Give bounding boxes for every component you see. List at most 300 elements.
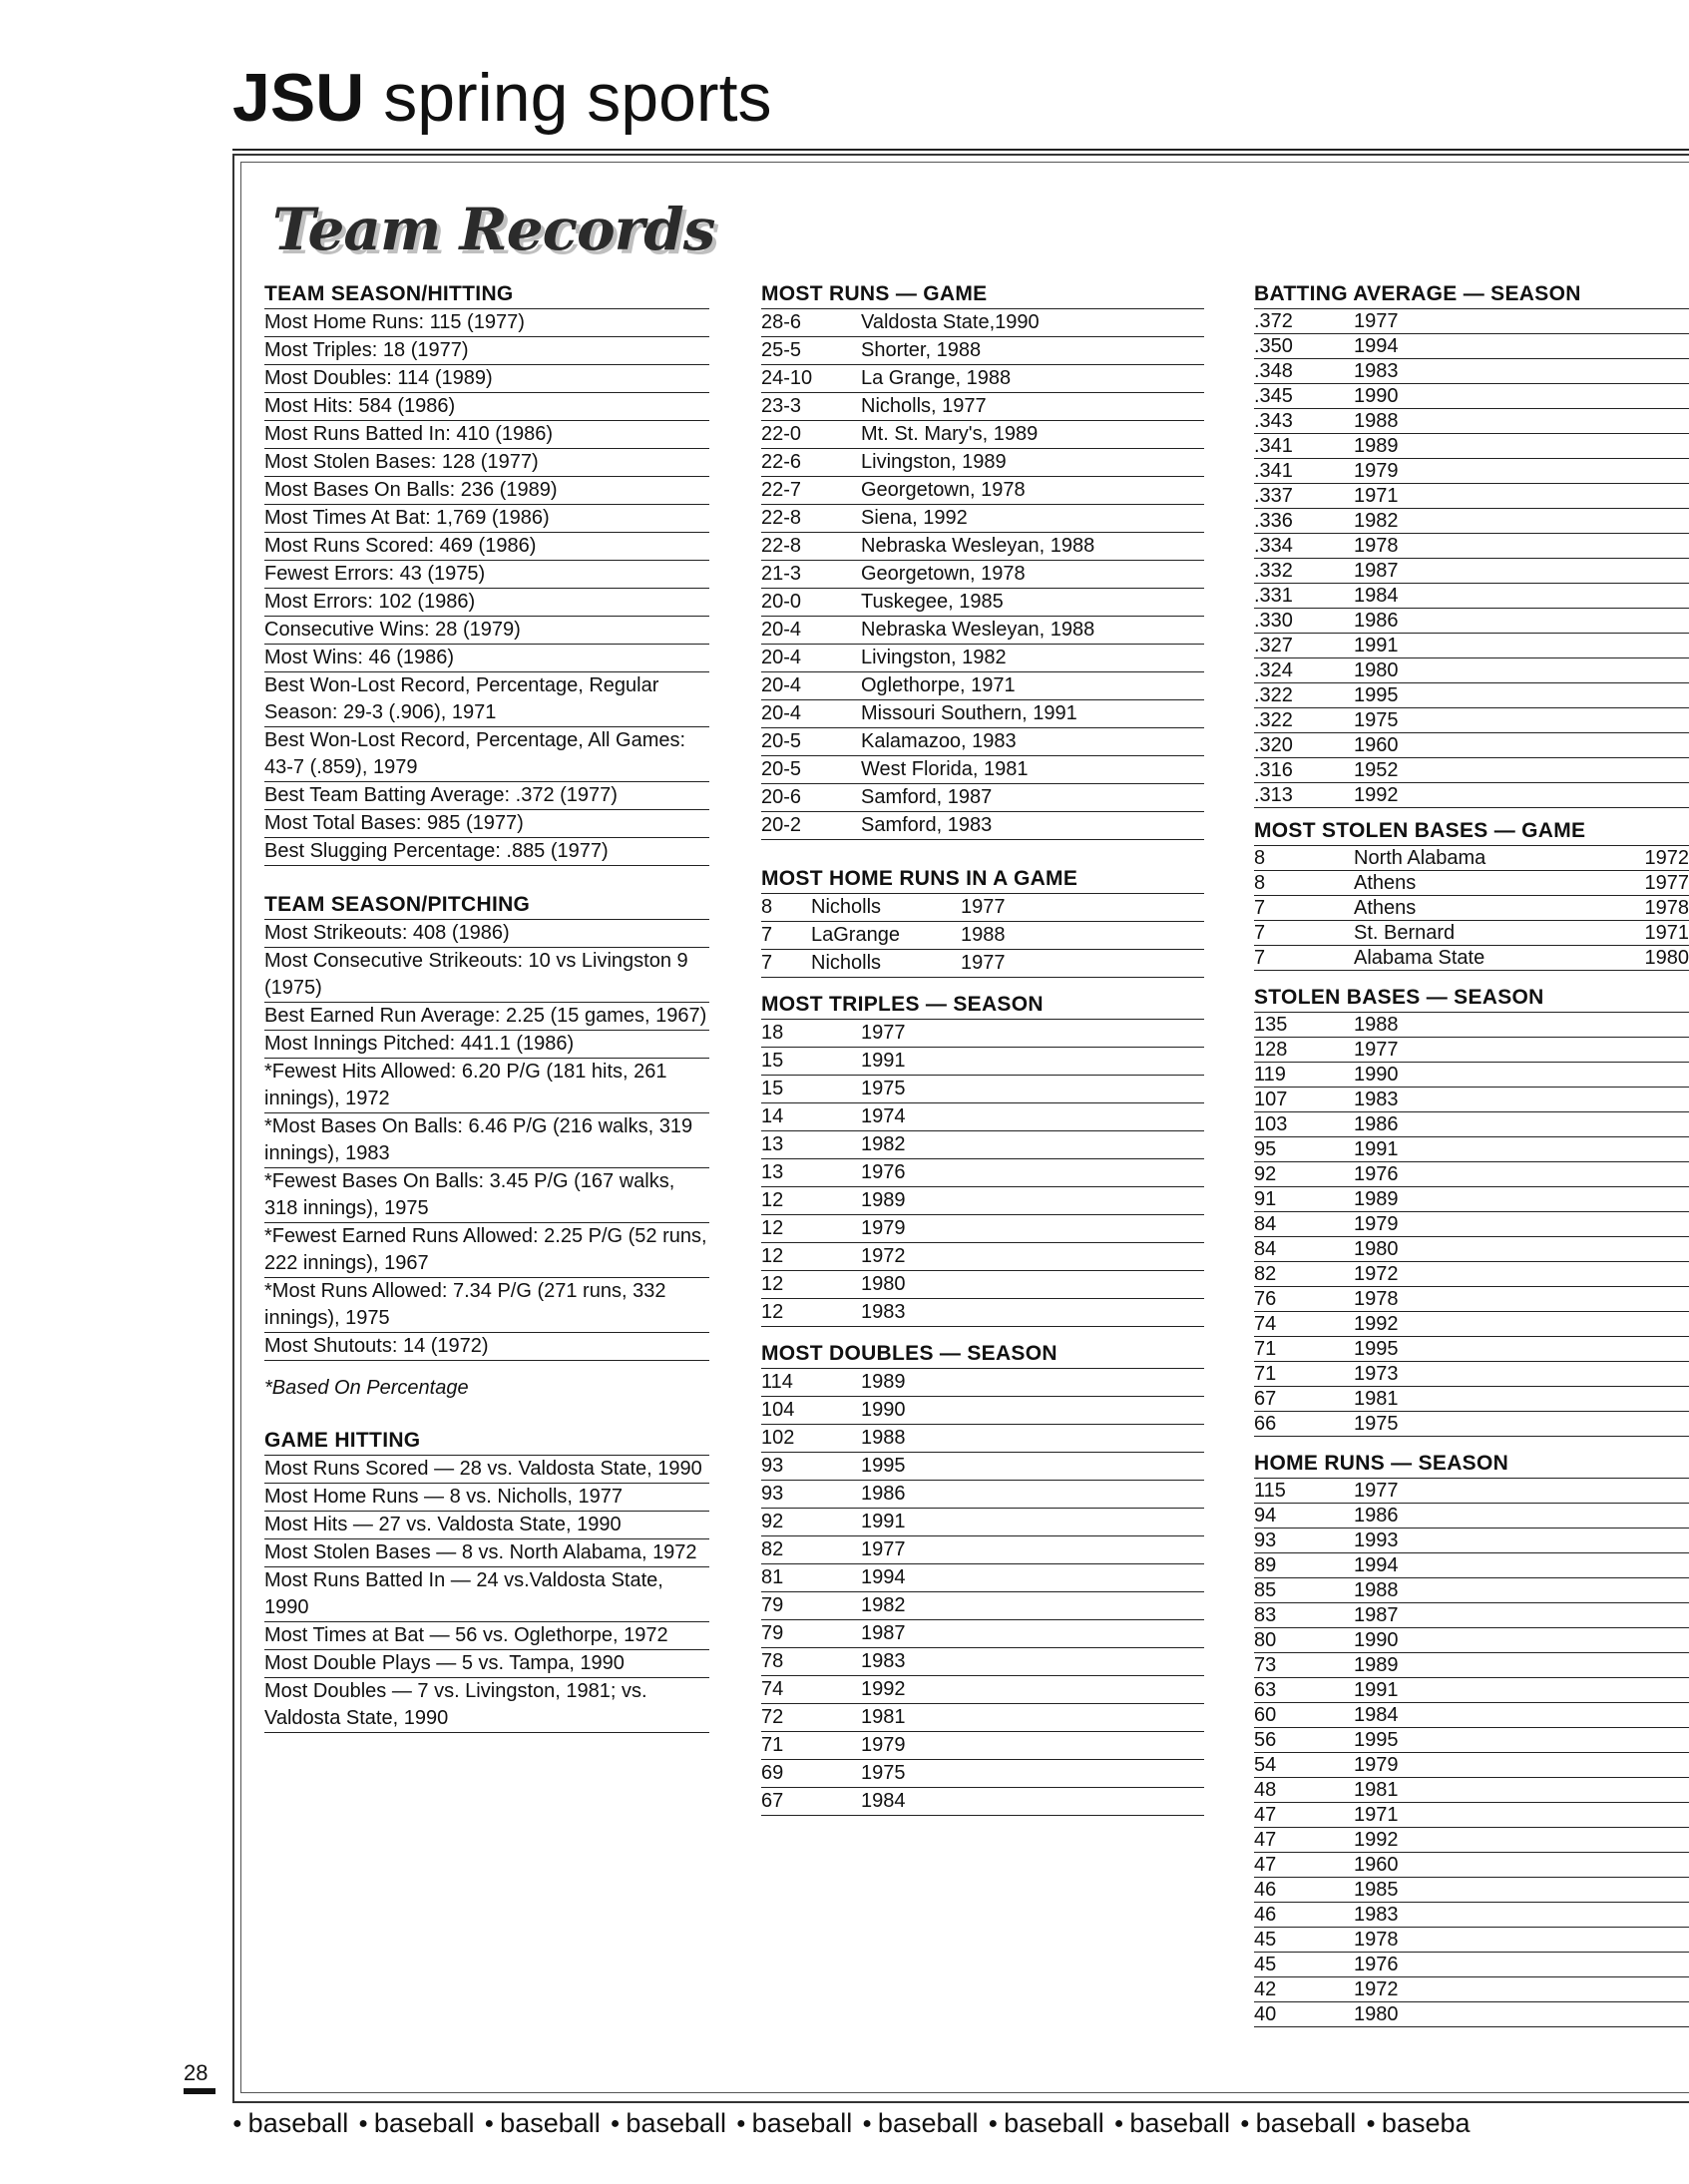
table-row	[1254, 634, 1689, 658]
table-cell: 20-5	[761, 758, 802, 780]
table-cell: 22-0	[761, 423, 802, 445]
table-cell: 1992	[1354, 1829, 1399, 1851]
bullet-icon: ●	[484, 2115, 495, 2132]
footer-item	[1114, 2108, 1230, 2138]
table-cell: 83	[1254, 1604, 1277, 1626]
table-cell: 1952	[1354, 759, 1399, 781]
table-row	[1254, 1678, 1689, 1703]
table-cell: 93	[761, 1483, 784, 1505]
table-row	[1254, 683, 1689, 708]
most-hr-game-heading: MOST HOME RUNS IN A GAME	[761, 866, 1204, 894]
table-cell: West Florida, 1981	[861, 758, 1029, 780]
header-brand: JSU	[232, 60, 365, 136]
table-cell: 1976	[1354, 1954, 1399, 1975]
table-cell: 1977	[861, 1538, 906, 1560]
footer-item	[611, 2108, 726, 2138]
table-row	[761, 1271, 1204, 1299]
table-cell: Mt. St. Mary's, 1989	[861, 423, 1039, 445]
team-pitching-list	[264, 920, 709, 1361]
table-cell: 1986	[1354, 610, 1399, 632]
table-row	[1254, 359, 1689, 384]
record-item: Most Home Runs — 8 vs. Nicholls, 1977	[264, 1484, 709, 1512]
table-cell: 1981	[1354, 1779, 1399, 1801]
footer-strip	[232, 2108, 1689, 2139]
table-row	[761, 672, 1204, 700]
table-row	[761, 1187, 1204, 1215]
table-cell: 1982	[861, 1133, 906, 1155]
table-cell: 1989	[1354, 1188, 1399, 1210]
sb-season-table	[1254, 1013, 1689, 1437]
table-cell: 73	[1254, 1654, 1277, 1676]
table-row	[1254, 1112, 1689, 1137]
table-cell: Siena, 1992	[861, 507, 968, 529]
table-cell: 1975	[1354, 709, 1399, 731]
record-item: Most Hits: 584 (1986)	[264, 393, 709, 421]
table-cell: 20-4	[761, 702, 802, 724]
footer-word: baseba	[1381, 2108, 1471, 2138]
table-cell: Livingston, 1982	[861, 647, 1007, 668]
table-row	[761, 1564, 1204, 1592]
table-cell: 1978	[1644, 897, 1689, 919]
table-cell: 1986	[1354, 1505, 1399, 1527]
table-cell: 1979	[861, 1734, 906, 1756]
table-cell: 84	[1254, 1213, 1277, 1235]
table-row	[1254, 409, 1689, 434]
table-cell: 1989	[1354, 1654, 1399, 1676]
table-row	[761, 1369, 1204, 1397]
table-row	[761, 1299, 1204, 1327]
table-row	[1254, 1928, 1689, 1953]
table-cell: 115	[1254, 1480, 1286, 1502]
table-cell: 80	[1254, 1629, 1277, 1651]
table-cell: 13	[761, 1161, 784, 1183]
table-cell: 1979	[1354, 1754, 1399, 1776]
header-rule	[232, 149, 1689, 151]
table-cell: 1975	[1354, 1413, 1399, 1435]
record-item: Most Stolen Bases: 128 (1977)	[264, 449, 709, 477]
table-cell: 1977	[861, 1022, 906, 1044]
table-cell: 22-6	[761, 451, 802, 473]
table-cell: Valdosta State,1990	[861, 311, 1040, 333]
table-row	[1254, 871, 1689, 896]
header-title: spring sports	[383, 60, 772, 136]
table-cell: 1991	[861, 1511, 906, 1532]
footer-word: baseball	[247, 2108, 349, 2138]
table-row	[1254, 1479, 1689, 1504]
table-cell: 1991	[861, 1050, 906, 1072]
sb-season-heading: STOLEN BASES — SEASON	[1254, 985, 1689, 1013]
table-row	[761, 1704, 1204, 1732]
record-item: Most Innings Pitched: 441.1 (1986)	[264, 1031, 709, 1059]
footer-word: baseball	[626, 2108, 726, 2138]
table-cell: 1984	[1354, 585, 1399, 607]
footer-item	[485, 2108, 601, 2138]
table-cell: 7	[1254, 922, 1266, 944]
table-row	[1254, 846, 1689, 871]
table-cell: 78	[761, 1650, 784, 1672]
table-cell: 1960	[1354, 734, 1399, 756]
table-row	[761, 533, 1204, 561]
table-cell: 1995	[861, 1455, 906, 1477]
table-cell: 1994	[1354, 1554, 1399, 1576]
table-row	[1254, 559, 1689, 584]
most-sb-game-heading: MOST STOLEN BASES — GAME	[1254, 818, 1689, 846]
table-cell: 20-4	[761, 674, 802, 696]
record-item: Best Won-Lost Record, Percentage, All Games: 43-7 (.859), 1979	[264, 727, 709, 782]
record-item: Most Wins: 46 (1986)	[264, 645, 709, 672]
record-item: Most Errors: 102 (1986)	[264, 589, 709, 617]
table-row	[1254, 1337, 1689, 1362]
table-cell: 1980	[861, 1273, 906, 1295]
table-row	[1254, 921, 1689, 946]
table-cell: 20-4	[761, 619, 802, 641]
table-cell: 1976	[861, 1161, 906, 1183]
table-cell: 1990	[1354, 385, 1399, 407]
table-row	[1254, 1137, 1689, 1162]
page-number: 28	[184, 2060, 209, 2085]
table-cell: .322	[1254, 709, 1293, 731]
table-row	[761, 1076, 1204, 1103]
table-cell: 8	[761, 896, 773, 918]
table-row	[1254, 1778, 1689, 1803]
table-row	[1254, 434, 1689, 459]
table-cell: .320	[1254, 734, 1293, 756]
table-cell: 1992	[861, 1678, 906, 1700]
table-cell: 81	[761, 1566, 784, 1588]
table-cell: 82	[761, 1538, 784, 1560]
table-cell: 1988	[1354, 410, 1399, 432]
table-row	[761, 1425, 1204, 1453]
table-row	[1254, 1212, 1689, 1237]
table-cell: 1973	[1354, 1363, 1399, 1385]
record-item: Most Total Bases: 985 (1977)	[264, 810, 709, 838]
table-row	[1254, 1853, 1689, 1878]
table-cell: .350	[1254, 335, 1293, 357]
table-cell: Nicholls, 1977	[861, 395, 987, 417]
table-cell: 92	[761, 1511, 784, 1532]
record-item: Most Runs Scored: 469 (1986)	[264, 533, 709, 561]
table-cell: 63	[1254, 1679, 1277, 1701]
table-cell: 40	[1254, 2003, 1277, 2025]
table-row	[1254, 946, 1689, 971]
table-cell: 91	[1254, 1188, 1277, 1210]
table-cell: 25-5	[761, 339, 802, 361]
bullet-icon: ●	[1366, 2115, 1376, 2132]
batting-average-heading: BATTING AVERAGE — SEASON	[1254, 281, 1689, 309]
most-hr-game-table	[761, 894, 1204, 978]
table-row	[1254, 1828, 1689, 1853]
bullet-icon: ●	[736, 2115, 746, 2132]
page-number-bar	[184, 2088, 215, 2094]
record-item: Most Consecutive Strikeouts: 10 vs Livingston 9 (1975)	[264, 948, 709, 1003]
table-row	[1254, 708, 1689, 733]
table-cell: 1971	[1354, 485, 1399, 507]
table-row	[1254, 1312, 1689, 1337]
record-item: Most Shutouts: 14 (1972)	[264, 1333, 709, 1361]
footer-word: baseball	[373, 2108, 475, 2138]
table-cell: 1984	[1354, 1704, 1399, 1726]
table-cell: 1989	[861, 1189, 906, 1211]
table-cell: 1981	[861, 1706, 906, 1728]
table-row	[761, 449, 1204, 477]
table-cell: 1977	[961, 896, 1006, 918]
table-cell: 1977	[1354, 1480, 1399, 1502]
table-cell: 1988	[861, 1427, 906, 1449]
table-cell: 1978	[1354, 535, 1399, 557]
table-cell: .348	[1254, 360, 1293, 382]
most-triples-heading: MOST TRIPLES — SEASON	[761, 992, 1204, 1020]
table-row	[1254, 509, 1689, 534]
table-cell: 1983	[861, 1301, 906, 1323]
table-cell: Tuskegee, 1985	[861, 591, 1004, 613]
table-row	[761, 1020, 1204, 1048]
footer-word: baseball	[1004, 2108, 1104, 2138]
table-row	[1254, 1578, 1689, 1603]
table-cell: LaGrange	[811, 924, 900, 946]
table-row	[761, 1509, 1204, 1536]
table-row	[761, 1788, 1204, 1816]
table-cell: 1991	[1354, 1138, 1399, 1160]
table-cell: 18	[761, 1022, 784, 1044]
most-runs-game-table	[761, 309, 1204, 840]
table-cell: 48	[1254, 1779, 1277, 1801]
record-item: Most Runs Scored — 28 vs. Valdosta State, 1990	[264, 1456, 709, 1484]
table-cell: .327	[1254, 635, 1293, 656]
table-cell: 1986	[1354, 1113, 1399, 1135]
table-row	[761, 784, 1204, 812]
table-cell: 7	[761, 924, 773, 946]
record-item: Most Runs Batted In: 410 (1986)	[264, 421, 709, 449]
table-row	[1254, 1262, 1689, 1287]
table-cell: 22-8	[761, 507, 802, 529]
table-cell: 46	[1254, 1904, 1277, 1926]
table-cell: .316	[1254, 759, 1293, 781]
table-cell: 1979	[861, 1217, 906, 1239]
table-cell: 1978	[1354, 1288, 1399, 1310]
table-cell: 85	[1254, 1579, 1277, 1601]
table-cell: 1976	[1354, 1163, 1399, 1185]
table-cell: 1995	[1354, 1338, 1399, 1360]
record-item: Best Slugging Percentage: .885 (1977)	[264, 838, 709, 866]
record-item: Consecutive Wins: 28 (1979)	[264, 617, 709, 645]
percentage-note: *Based On Percentage	[264, 1377, 469, 1399]
footer-item	[736, 2108, 852, 2138]
record-item: Most Doubles — 7 vs. Livingston, 1981; vs. Valdosta State, 1990	[264, 1678, 709, 1733]
table-cell: .341	[1254, 435, 1293, 457]
table-cell: 1980	[1354, 2003, 1399, 2025]
table-row	[761, 421, 1204, 449]
table-cell: 56	[1254, 1729, 1277, 1751]
record-item: Most Strikeouts: 408 (1986)	[264, 920, 709, 948]
table-row	[1254, 1603, 1689, 1628]
table-row	[1254, 1237, 1689, 1262]
table-cell: 7	[1254, 897, 1266, 919]
table-cell: 79	[761, 1594, 784, 1616]
table-cell: 1983	[1354, 360, 1399, 382]
table-cell: 1989	[1354, 435, 1399, 457]
column-2	[761, 281, 1204, 1816]
footer-item	[1366, 2108, 1470, 2138]
table-cell: 1980	[1644, 947, 1689, 969]
table-cell: .322	[1254, 684, 1293, 706]
table-row	[761, 950, 1204, 978]
table-row	[761, 1131, 1204, 1159]
table-cell: 1988	[961, 924, 1006, 946]
table-cell: 82	[1254, 1263, 1277, 1285]
table-row	[1254, 1803, 1689, 1828]
record-item: Most Times At Bat: 1,769 (1986)	[264, 505, 709, 533]
table-row	[1254, 758, 1689, 783]
table-cell: 12	[761, 1217, 784, 1239]
footer-item	[232, 2108, 348, 2138]
table-cell: 13	[761, 1133, 784, 1155]
table-cell: 1978	[1354, 1929, 1399, 1951]
section-title: Team Records	[272, 196, 715, 263]
bullet-icon: ●	[862, 2115, 872, 2132]
table-cell: 22-7	[761, 479, 802, 501]
record-item: Fewest Errors: 43 (1975)	[264, 561, 709, 589]
table-row	[1254, 1753, 1689, 1778]
table-row	[761, 894, 1204, 922]
table-cell: 24-10	[761, 367, 813, 389]
table-cell: 1980	[1354, 1238, 1399, 1260]
table-cell: 1984	[861, 1790, 906, 1812]
table-cell: 20-6	[761, 786, 802, 808]
footer-item	[989, 2108, 1104, 2138]
table-cell: Alabama State	[1354, 947, 1485, 969]
table-row	[1254, 459, 1689, 484]
table-cell: Nicholls	[811, 952, 882, 974]
table-cell: 67	[761, 1790, 784, 1812]
table-cell: .324	[1254, 659, 1293, 681]
hr-season-table	[1254, 1479, 1689, 2027]
table-cell: 71	[1254, 1338, 1277, 1360]
table-cell: Georgetown, 1978	[861, 563, 1026, 585]
table-cell: 1979	[1354, 460, 1399, 482]
table-cell: 47	[1254, 1804, 1277, 1826]
table-row	[1254, 1287, 1689, 1312]
table-row	[1254, 733, 1689, 758]
table-cell: 1995	[1354, 684, 1399, 706]
table-cell: 1987	[1354, 560, 1399, 582]
table-cell: 1977	[1644, 872, 1689, 894]
record-item: *Fewest Bases On Balls: 3.45 P/G (167 walks, 318 innings), 1975	[264, 1168, 709, 1223]
record-item: Most Runs Batted In — 24 vs.Valdosta State, 1990	[264, 1567, 709, 1622]
table-row	[761, 700, 1204, 728]
table-cell: 1977	[961, 952, 1006, 974]
table-cell: 104	[761, 1399, 795, 1421]
table-cell: 1972	[861, 1245, 906, 1267]
table-cell: 20-0	[761, 591, 802, 613]
table-cell: 92	[1254, 1163, 1277, 1185]
table-cell: 1983	[861, 1650, 906, 1672]
table-cell: Kalamazoo, 1983	[861, 730, 1017, 752]
table-cell: 1994	[861, 1566, 906, 1588]
table-cell: 12	[761, 1301, 784, 1323]
table-cell: 1990	[1354, 1064, 1399, 1086]
most-doubles-table	[761, 1369, 1204, 1816]
table-cell: 1982	[861, 1594, 906, 1616]
table-row	[1254, 1553, 1689, 1578]
table-row	[1254, 1878, 1689, 1903]
table-cell: 1992	[1354, 1313, 1399, 1335]
bullet-icon: ●	[610, 2115, 621, 2132]
table-row	[1254, 1703, 1689, 1728]
table-cell: 28-6	[761, 311, 802, 333]
table-cell: .343	[1254, 410, 1293, 432]
table-row	[761, 812, 1204, 840]
table-cell: Athens	[1354, 897, 1417, 919]
table-cell: .331	[1254, 585, 1293, 607]
table-row	[1254, 609, 1689, 634]
bullet-icon: ●	[232, 2115, 242, 2132]
table-cell: 1991	[1354, 635, 1399, 656]
bullet-icon: ●	[358, 2115, 368, 2132]
team-hitting-list	[264, 309, 709, 866]
page-header	[232, 60, 772, 136]
table-cell: 1979	[1354, 1213, 1399, 1235]
table-cell: 1990	[861, 1399, 906, 1421]
table-row	[1254, 658, 1689, 683]
table-row	[761, 365, 1204, 393]
table-row	[1254, 1953, 1689, 1977]
table-row	[761, 1103, 1204, 1131]
table-cell: 1974	[861, 1105, 906, 1127]
table-row	[761, 1481, 1204, 1509]
table-cell: 1975	[861, 1078, 906, 1099]
hr-season-heading: HOME RUNS — SEASON	[1254, 1451, 1689, 1479]
table-row	[1254, 1903, 1689, 1928]
table-cell: 14	[761, 1105, 784, 1127]
table-row	[761, 1159, 1204, 1187]
table-cell: 15	[761, 1050, 784, 1072]
table-row	[761, 1536, 1204, 1564]
table-row	[1254, 534, 1689, 559]
record-item: *Most Bases On Balls: 6.46 P/G (216 walks, 319 innings), 1983	[264, 1113, 709, 1168]
table-cell: 54	[1254, 1754, 1277, 1776]
table-row	[1254, 1504, 1689, 1529]
record-item: Most Double Plays — 5 vs. Tampa, 1990	[264, 1650, 709, 1678]
table-cell: 20-4	[761, 647, 802, 668]
table-row	[1254, 1653, 1689, 1678]
table-cell: 93	[1254, 1529, 1277, 1551]
table-row	[1254, 1977, 1689, 2002]
table-row	[1254, 2002, 1689, 2027]
table-cell: St. Bernard	[1354, 922, 1456, 944]
most-sb-game-table	[1254, 846, 1689, 971]
table-cell: 76	[1254, 1288, 1277, 1310]
table-cell: 1994	[1354, 335, 1399, 357]
table-cell: Shorter, 1988	[861, 339, 982, 361]
table-cell: .334	[1254, 535, 1293, 557]
table-cell: 1977	[1354, 1039, 1399, 1061]
table-cell: .330	[1254, 610, 1293, 632]
table-cell: 7	[761, 952, 773, 974]
table-cell: 1971	[1644, 922, 1689, 944]
record-item: Best Won-Lost Record, Percentage, Regular Season: 29-3 (.906), 1971	[264, 672, 709, 727]
table-cell: 69	[761, 1762, 784, 1784]
record-item: Most Doubles: 114 (1989)	[264, 365, 709, 393]
table-row	[1254, 484, 1689, 509]
table-row	[1254, 309, 1689, 334]
table-cell: 74	[1254, 1313, 1277, 1335]
table-cell: 1992	[1354, 784, 1399, 806]
column-3	[1254, 281, 1689, 2027]
record-item: Best Earned Run Average: 2.25 (15 games, 1967)	[264, 1003, 709, 1031]
table-row	[761, 1397, 1204, 1425]
record-item: Most Home Runs: 115 (1977)	[264, 309, 709, 337]
table-row	[761, 393, 1204, 421]
